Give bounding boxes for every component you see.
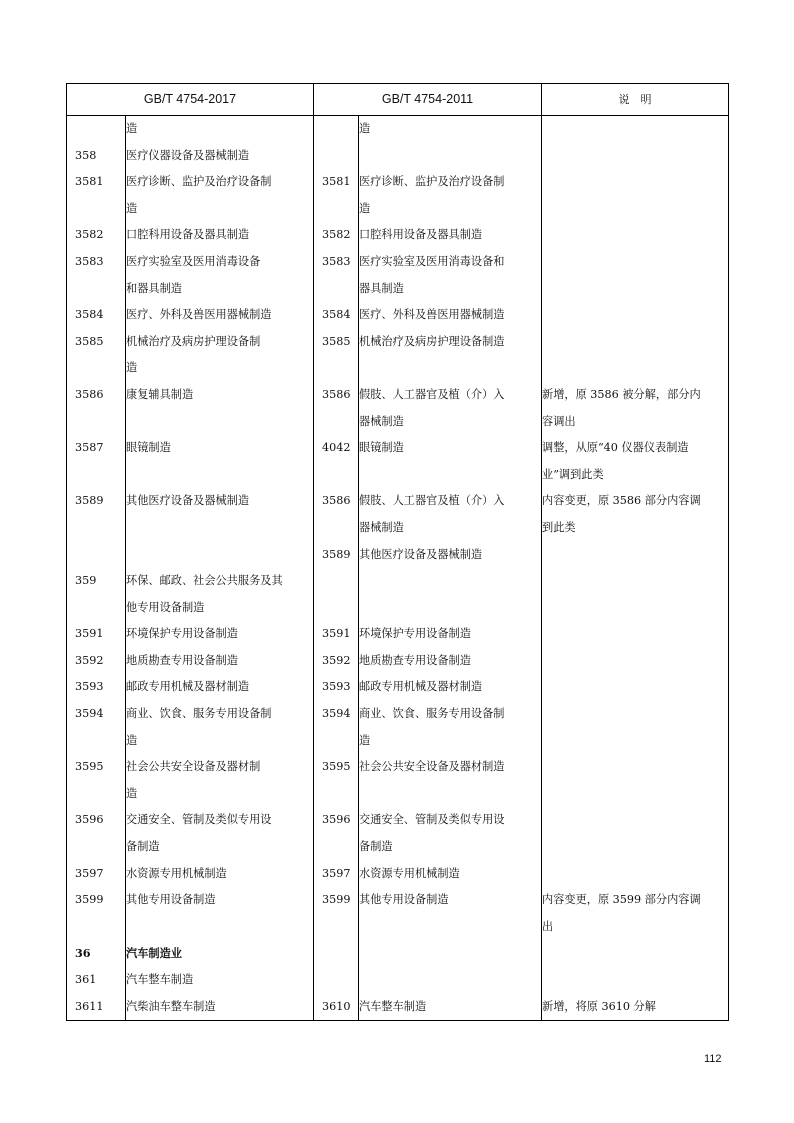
new-name-cell: 造 (126, 196, 314, 223)
old-name-cell: 环境保护专用设备制造 (359, 621, 542, 648)
old-name-cell: 眼镜制造 (359, 435, 542, 462)
note-cell (542, 302, 729, 329)
new-code-cell: 358 (67, 143, 126, 170)
old-code-cell (314, 914, 359, 941)
note-cell (542, 967, 729, 994)
new-code-cell: 361 (67, 967, 126, 994)
new-name-cell: 医疗实验室及医用消毒设备 (126, 249, 314, 276)
note-cell: 调整，从原“40 仪器仪表制造 (542, 435, 729, 462)
old-code-cell (314, 568, 359, 595)
new-code-cell: 3593 (67, 674, 126, 701)
new-name-cell: 其他专用设备制造 (126, 887, 314, 914)
new-name-cell (126, 409, 314, 436)
classification-comparison-table (66, 83, 729, 1021)
table-row (67, 568, 729, 595)
table-row (67, 196, 729, 223)
old-name-cell (359, 568, 542, 595)
new-name-cell: 汽柴油车整车制造 (126, 994, 314, 1021)
table-row (67, 754, 729, 781)
old-code-cell: 4042 (314, 435, 359, 462)
note-cell (542, 595, 729, 622)
note-cell (542, 728, 729, 755)
old-name-cell: 机械治疗及病房护理设备制造 (359, 329, 542, 356)
old-code-cell: 3594 (314, 701, 359, 728)
note-cell (542, 329, 729, 356)
table-row (67, 276, 729, 303)
table-row (67, 994, 729, 1021)
table-row (67, 435, 729, 462)
old-name-cell: 器械制造 (359, 409, 542, 436)
old-code-cell (314, 834, 359, 861)
new-code-cell: 3591 (67, 621, 126, 648)
note-cell (542, 355, 729, 382)
note-cell (542, 807, 729, 834)
note-cell (542, 861, 729, 888)
new-code-cell: 359 (67, 568, 126, 595)
new-name-cell (126, 515, 314, 542)
old-name-cell: 水资源专用机械制造 (359, 861, 542, 888)
table-row (67, 648, 729, 675)
new-name-cell: 眼镜制造 (126, 435, 314, 462)
note-cell (542, 940, 729, 967)
new-name-cell: 环保、邮政、社会公共服务及其 (126, 568, 314, 595)
old-name-cell: 商业、饮食、服务专用设备制 (359, 701, 542, 728)
new-name-cell: 社会公共安全设备及器材制 (126, 754, 314, 781)
new-code-cell (67, 409, 126, 436)
new-name-cell: 备制造 (126, 834, 314, 861)
new-name-cell: 口腔科用设备及器具制造 (126, 222, 314, 249)
new-code-cell: 3594 (67, 701, 126, 728)
old-code-cell (314, 143, 359, 170)
old-code-cell (314, 940, 359, 967)
new-name-cell: 其他医疗设备及器械制造 (126, 488, 314, 515)
old-name-cell: 其他医疗设备及器械制造 (359, 542, 542, 569)
old-code-cell (314, 728, 359, 755)
old-code-cell (314, 116, 359, 143)
note-cell (542, 116, 729, 143)
old-code-cell: 3586 (314, 488, 359, 515)
table-row (67, 861, 729, 888)
note-cell (542, 542, 729, 569)
old-name-cell: 医疗、外科及兽医用器械制造 (359, 302, 542, 329)
note-cell (542, 249, 729, 276)
note-cell: 出 (542, 914, 729, 941)
new-name-cell: 医疗诊断、监护及治疗设备制 (126, 169, 314, 196)
new-code-cell: 3599 (67, 887, 126, 914)
old-code-cell: 3584 (314, 302, 359, 329)
table-row (67, 409, 729, 436)
old-name-cell: 器具制造 (359, 276, 542, 303)
old-name-cell (359, 143, 542, 170)
table-row (67, 462, 729, 489)
new-name-cell: 交通安全、管制及类似专用设 (126, 807, 314, 834)
new-code-cell (67, 515, 126, 542)
table-row (67, 914, 729, 941)
new-code-cell (67, 834, 126, 861)
table-row (67, 595, 729, 622)
old-name-cell: 假肢、人工器官及植（介）入 (359, 488, 542, 515)
old-name-cell: 医疗实验室及医用消毒设备和 (359, 249, 542, 276)
new-name-cell (126, 542, 314, 569)
old-name-cell (359, 914, 542, 941)
old-code-cell (314, 967, 359, 994)
table-row (67, 967, 729, 994)
note-cell (542, 674, 729, 701)
new-name-cell: 造 (126, 728, 314, 755)
old-code-cell (314, 595, 359, 622)
old-code-cell: 3592 (314, 648, 359, 675)
note-cell (542, 754, 729, 781)
old-name-cell (359, 940, 542, 967)
new-name-cell: 和器具制造 (126, 276, 314, 303)
new-name-cell: 造 (126, 116, 314, 143)
table-row (67, 249, 729, 276)
new-name-cell: 医疗仪器设备及器械制造 (126, 143, 314, 170)
old-name-cell (359, 462, 542, 489)
note-cell: 新增，将原 3610 分解 (542, 994, 729, 1021)
table-row (67, 728, 729, 755)
note-cell (542, 621, 729, 648)
new-code-cell (67, 914, 126, 941)
table-row (67, 834, 729, 861)
old-code-cell: 3595 (314, 754, 359, 781)
note-cell (542, 834, 729, 861)
new-code-cell: 3584 (67, 302, 126, 329)
old-code-cell: 3599 (314, 887, 359, 914)
table-row (67, 807, 729, 834)
note-cell: 内容变更，原 3599 部分内容调 (542, 887, 729, 914)
old-code-cell (314, 276, 359, 303)
old-name-cell: 造 (359, 116, 542, 143)
note-cell (542, 222, 729, 249)
old-name-cell (359, 781, 542, 808)
new-name-cell: 商业、饮食、服务专用设备制 (126, 701, 314, 728)
note-cell: 到此类 (542, 515, 729, 542)
new-code-cell: 3611 (67, 994, 126, 1021)
new-name-cell: 他专用设备制造 (126, 595, 314, 622)
table-row (67, 222, 729, 249)
old-code-cell: 3583 (314, 249, 359, 276)
new-name-cell: 医疗、外科及兽医用器械制造 (126, 302, 314, 329)
table-row (67, 302, 729, 329)
table-row (67, 781, 729, 808)
new-name-cell: 邮政专用机械及器材制造 (126, 674, 314, 701)
new-name-cell: 机械治疗及病房护理设备制 (126, 329, 314, 356)
old-name-cell: 造 (359, 728, 542, 755)
new-code-cell (67, 196, 126, 223)
old-code-cell: 3591 (314, 621, 359, 648)
page-number: 112 (704, 1053, 722, 1065)
new-name-cell: 环境保护专用设备制造 (126, 621, 314, 648)
table-row (67, 355, 729, 382)
table-row (67, 169, 729, 196)
new-name-cell: 康复辅具制造 (126, 382, 314, 409)
new-name-cell: 地质勘查专用设备制造 (126, 648, 314, 675)
table-row (67, 621, 729, 648)
table-row (67, 116, 729, 143)
header-new-standard: GB/T 4754-2017 (67, 84, 314, 116)
header-old-standard: GB/T 4754-2011 (314, 84, 542, 116)
table-row (67, 887, 729, 914)
note-cell (542, 781, 729, 808)
old-name-cell (359, 355, 542, 382)
note-cell: 内容变更，原 3586 部分内容调 (542, 488, 729, 515)
new-code-cell: 3596 (67, 807, 126, 834)
new-code-cell (67, 728, 126, 755)
note-cell: 容调出 (542, 409, 729, 436)
old-code-cell (314, 409, 359, 436)
old-name-cell (359, 967, 542, 994)
note-cell: 业”调到此类 (542, 462, 729, 489)
old-code-cell (314, 462, 359, 489)
new-name-cell (126, 462, 314, 489)
new-code-cell: 3587 (67, 435, 126, 462)
old-name-cell: 交通安全、管制及类似专用设 (359, 807, 542, 834)
old-name-cell: 其他专用设备制造 (359, 887, 542, 914)
new-name-cell (126, 914, 314, 941)
old-code-cell: 3610 (314, 994, 359, 1021)
old-name-cell: 备制造 (359, 834, 542, 861)
new-code-cell (67, 595, 126, 622)
new-code-cell (67, 355, 126, 382)
new-code-cell: 36 (67, 940, 126, 967)
old-name-cell: 器械制造 (359, 515, 542, 542)
old-name-cell: 假肢、人工器官及植（介）入 (359, 382, 542, 409)
note-cell (542, 276, 729, 303)
old-name-cell: 造 (359, 196, 542, 223)
old-code-cell (314, 355, 359, 382)
new-code-cell (67, 462, 126, 489)
new-name-cell: 造 (126, 781, 314, 808)
table-row (67, 515, 729, 542)
old-code-cell: 3596 (314, 807, 359, 834)
old-name-cell: 邮政专用机械及器材制造 (359, 674, 542, 701)
new-code-cell (67, 781, 126, 808)
note-cell: 新增，原 3586 被分解，部分内 (542, 382, 729, 409)
old-code-cell: 3586 (314, 382, 359, 409)
new-code-cell: 3597 (67, 861, 126, 888)
new-code-cell: 3586 (67, 382, 126, 409)
header-note: 说 明 (542, 84, 729, 116)
new-name-cell: 汽车整车制造 (126, 967, 314, 994)
old-code-cell (314, 515, 359, 542)
new-code-cell (67, 116, 126, 143)
old-code-cell: 3585 (314, 329, 359, 356)
table-header-row (67, 84, 729, 116)
note-cell (542, 143, 729, 170)
old-code-cell (314, 781, 359, 808)
old-code-cell (314, 196, 359, 223)
new-code-cell: 3592 (67, 648, 126, 675)
note-cell (542, 169, 729, 196)
note-cell (542, 648, 729, 675)
new-name-cell: 造 (126, 355, 314, 382)
old-name-cell: 口腔科用设备及器具制造 (359, 222, 542, 249)
new-name-cell: 水资源专用机械制造 (126, 861, 314, 888)
old-code-cell: 3581 (314, 169, 359, 196)
new-code-cell: 3595 (67, 754, 126, 781)
note-cell (542, 568, 729, 595)
old-name-cell: 汽车整车制造 (359, 994, 542, 1021)
table-row (67, 143, 729, 170)
table-row (67, 674, 729, 701)
table-row (67, 382, 729, 409)
new-code-cell (67, 542, 126, 569)
old-name-cell: 社会公共安全设备及器材制造 (359, 754, 542, 781)
new-code-cell (67, 276, 126, 303)
new-code-cell: 3582 (67, 222, 126, 249)
new-code-cell: 3583 (67, 249, 126, 276)
new-code-cell: 3589 (67, 488, 126, 515)
old-name-cell: 医疗诊断、监护及治疗设备制 (359, 169, 542, 196)
new-name-cell: 汽车制造业 (126, 940, 314, 967)
table-row (67, 542, 729, 569)
new-code-cell: 3585 (67, 329, 126, 356)
old-name-cell: 地质勘查专用设备制造 (359, 648, 542, 675)
old-code-cell: 3589 (314, 542, 359, 569)
old-code-cell: 3593 (314, 674, 359, 701)
note-cell (542, 701, 729, 728)
table-row (67, 940, 729, 967)
old-code-cell: 3597 (314, 861, 359, 888)
note-cell (542, 196, 729, 223)
table-row (67, 488, 729, 515)
new-code-cell: 3581 (67, 169, 126, 196)
old-code-cell: 3582 (314, 222, 359, 249)
table-row (67, 701, 729, 728)
table-row (67, 329, 729, 356)
old-name-cell (359, 595, 542, 622)
